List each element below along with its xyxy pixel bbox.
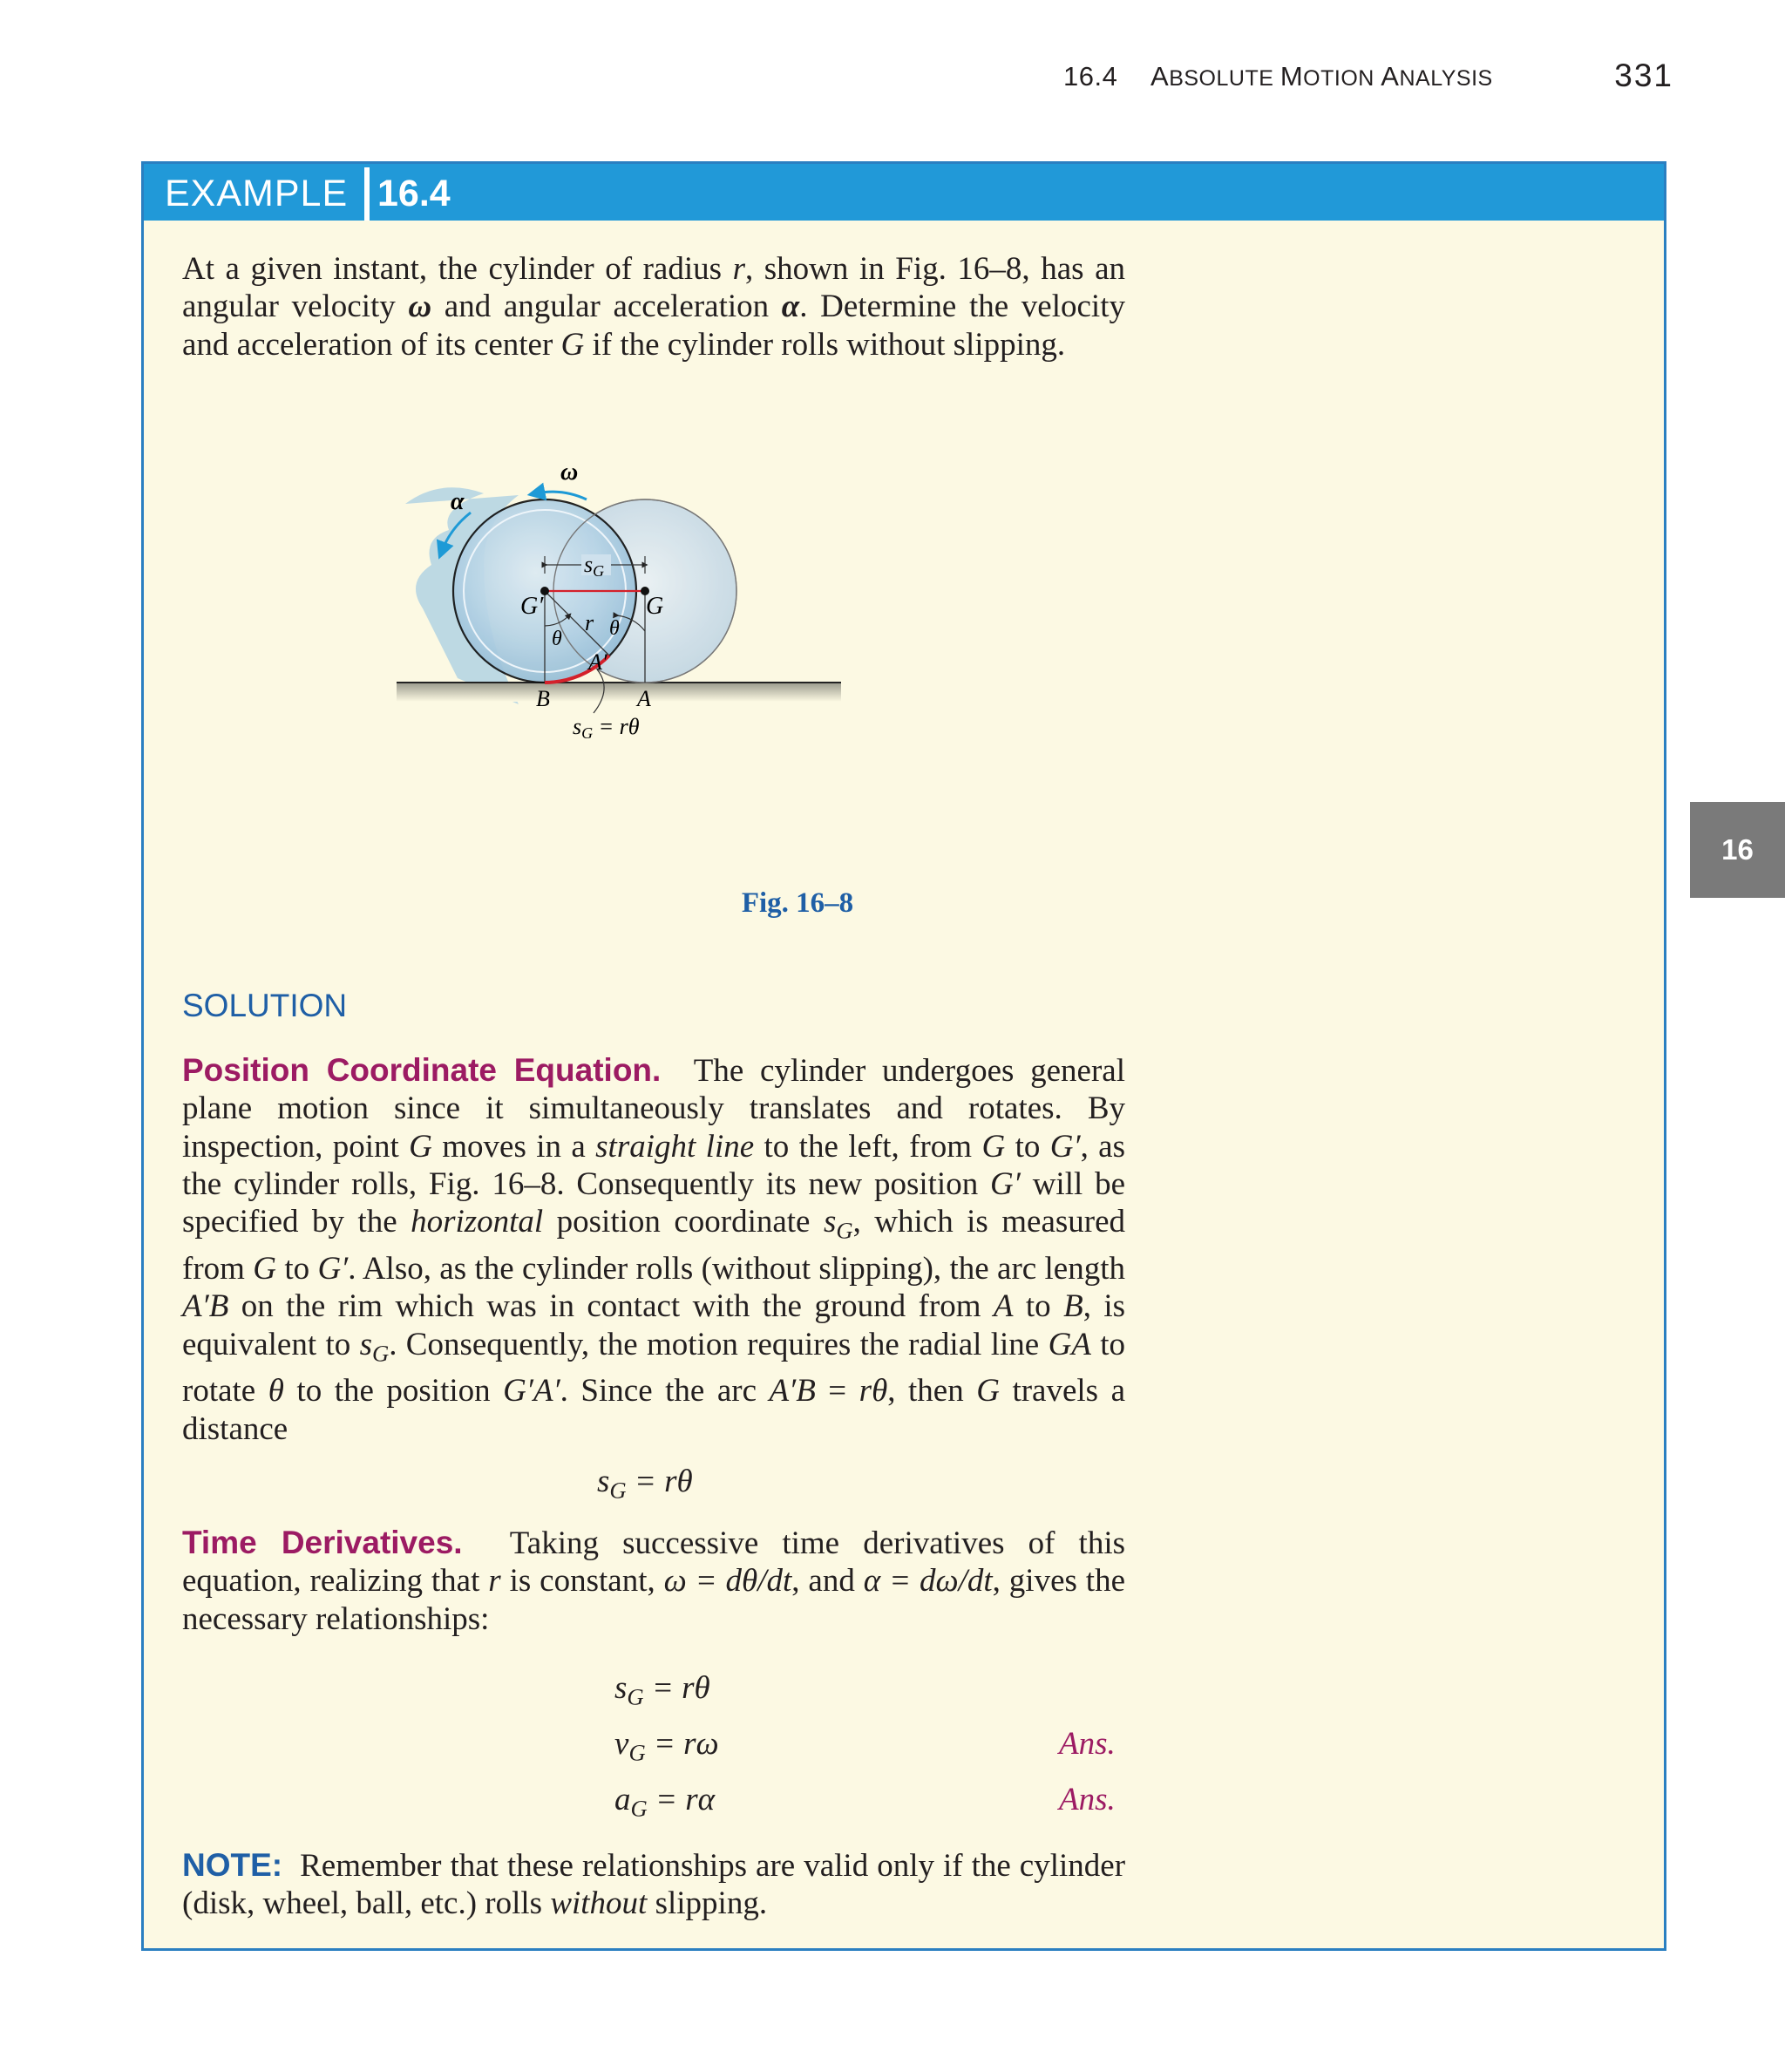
label-r: r [585, 610, 594, 635]
example-label: EXAMPLE [165, 173, 349, 214]
label-theta-left: θ [552, 628, 562, 650]
sg-label: sG [584, 552, 605, 580]
arc-equation-label: sG = rθ [573, 714, 640, 742]
figure-caption: Fig. 16–8 [741, 887, 854, 919]
cylinder-figure [388, 460, 946, 861]
problem-statement: At a given instant, the cylinder of radius r, shown in Fig. 16–8, has an angular velocity ω and angular acceleration α. Determine the velocity and acceleration of its center G if the cylinder rolls without slipping. [182, 251, 1126, 363]
note-paragraph: NOTE: Remember that these relationships are valid only if the cylinder (disk, wheel, ball, etc.) rolls without slipping. [182, 1847, 1126, 1922]
example-header [144, 164, 1664, 221]
solution-heading: SOLUTION [182, 988, 348, 1023]
omega-arrow [536, 492, 587, 499]
time-derivatives-paragraph: Time Derivatives. Taking successive time derivatives of this equation, realizing that r is constant, ω = dθ/dt, and α = dω/dt, gives the necessary relationships: [182, 1525, 1125, 1637]
label-a: A [637, 686, 651, 711]
ground-shadow [397, 683, 841, 702]
equation-sg: $s_G = r\theta$ [597, 1464, 693, 1504]
equation-position: $s_G = r\theta$ [614, 1670, 710, 1710]
chapter-tab: 16 [1690, 802, 1785, 898]
example-number: 16.4 [377, 173, 451, 214]
omega-label: ω [560, 460, 579, 486]
example-divider [364, 167, 370, 221]
section-number: 16.4 [1063, 61, 1118, 92]
label-theta-right: θ [609, 617, 620, 640]
alpha-label: α [451, 488, 465, 515]
position-paragraph: Position Coordinate Equation. The cylinder undergoes general plane motion since it simultaneously translates and rotates. By inspection, point G moves in a straight line to the left, from G to G′, as the cylinder rolls, Fig. 16–8. Consequently its new position G′ will be specified by the horizontal position coordinate $s_G$, which is measured from G to G′. Also, as the cylinder rolls (without slipping), the arc length A′B on the rim which was in contact with the ground from A to B, is equivalent to $s_G$. Consequently, the motion requires the radial line GA to rotate θ to the position G′A′. Since the arc A′B = rθ, then G travels a distance [182, 1052, 1126, 1447]
label-g: G [646, 593, 664, 620]
label-a-prime: A′ [588, 649, 607, 675]
section-title: ABSOLUTE MOTION ANALYSIS [1150, 61, 1493, 92]
running-header [1063, 58, 1682, 103]
time-heading: Time Derivatives. [182, 1525, 463, 1560]
label-g-prime: G′ [520, 593, 544, 620]
answer-label-velocity: Ans. [1059, 1726, 1116, 1762]
answer-label-acceleration: Ans. [1059, 1782, 1116, 1817]
equation-velocity: $v_G = r\omega$ [614, 1726, 719, 1766]
page-number: 331 [1614, 58, 1673, 93]
equation-acceleration: $a_G = r\alpha$ [614, 1782, 716, 1822]
example-box [141, 161, 1666, 1951]
label-b: B [536, 686, 550, 711]
position-heading: Position Coordinate Equation. [182, 1052, 662, 1088]
note-label: NOTE: [182, 1847, 283, 1883]
